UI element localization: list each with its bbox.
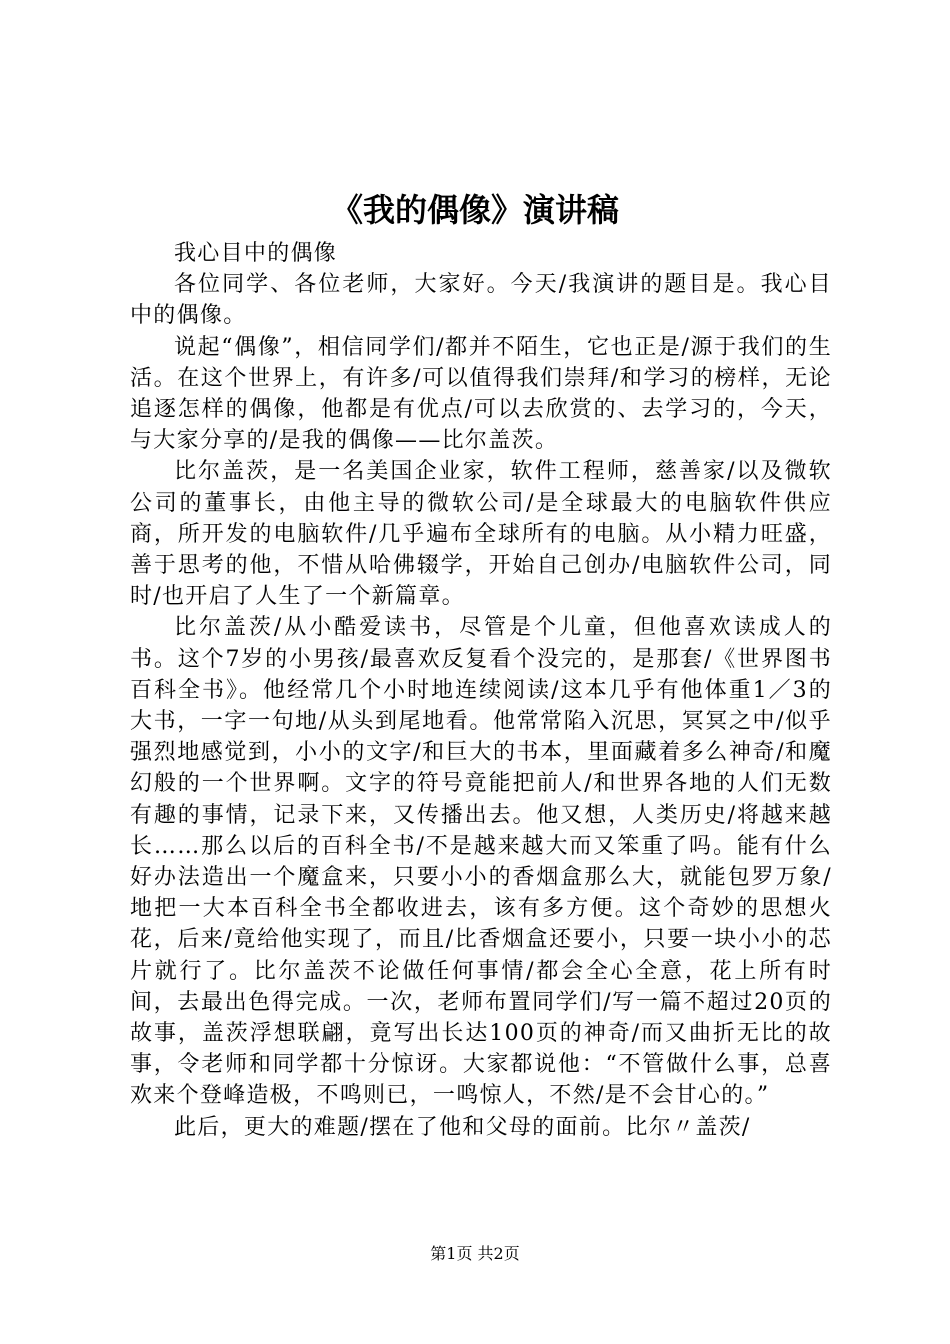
paragraph-bio: 比尔盖茨，是一名美国企业家，软件工程师，慈善家/以及微软公司的董事长，由他主导的微软公司/是全球最大的电脑软件供应商，所开发的电脑软件/几乎遍布全球所有的电脑。从小精力旺盛，善于思考的他，不惜从哈佛辍学，开始自己创办/电脑软件公司，同时/也开启了人生了一个新篇章。 (130, 459, 832, 610)
paragraph-greeting: 各位同学、各位老师，大家好。今天/我演讲的题目是。我心目中的偶像。 (130, 272, 832, 329)
paragraph-childhood: 比尔盖茨/从小酷爱读书，尽管是个儿童，但他喜欢读成人的书。这个7岁的小男孩/最喜欢反复看个没完的，是那套/《世界图书百科全书》。他经常几个小时地连续阅读/这本几乎有他体重1／3的大书，一字一句地/从头到尾地看。他常常陷入沉思，冥冥之中/似乎强烈地感觉到，小小的文字/和巨大的书本，里面藏着多么神奇/和魔幻般的一个世界啊。文字的符号竟能把前人/和世界各地的人们无数有趣的事情，记录下来，又传播出去。他又想，人类历史/将越来越长……那么以后的百科全书/不是越来越大而又笨重了吗。能有什么好办法造出一个魔盒来，只要小小的香烟盒那么大，就能包罗万象/地把一大本百科全书全都收进去，该有多方便。这个奇妙的思想火花，后来/竟给他实现了，而且/比香烟盒还要小，只要一块小小的芯片就行了。比尔盖茨不论做任何事情/都会全心全意，花上所有时间，去最出色得完成。一次，老师布置同学们/写一篇不超过20页的故事，盖茨浮想联翩，竟写出长达100页的神奇/而又曲折无比的故事，令老师和同学都十分惊讶。大家都说他：“不管做什么事，总喜欢来个登峰造极，不鸣则已，一鸣惊人，不然/是不会甘心的。” (130, 615, 832, 1109)
page-number-footer: 第1页 共2页 (430, 1244, 520, 1263)
paragraph-intro: 说起“偶像”，相信同学们/都并不陌生，它也正是/源于我们的生活。在这个世界上，有许多/可以值得我们崇拜/和学习的榜样，无论追逐怎样的偶像，他都是有优点/可以去欣赏的、去学习的，今天，与大家分享的/是我的偶像——比尔盖茨。 (130, 334, 832, 454)
paragraph-continuation: 此后，更大的难题/摆在了他和父母的面前。比尔〃盖茨/ (174, 1114, 751, 1140)
document-title: 《我的偶像》演讲稿 (330, 191, 619, 229)
paragraph-subtitle: 我心目中的偶像 (174, 241, 338, 266)
document-body (130, 238, 832, 1143)
